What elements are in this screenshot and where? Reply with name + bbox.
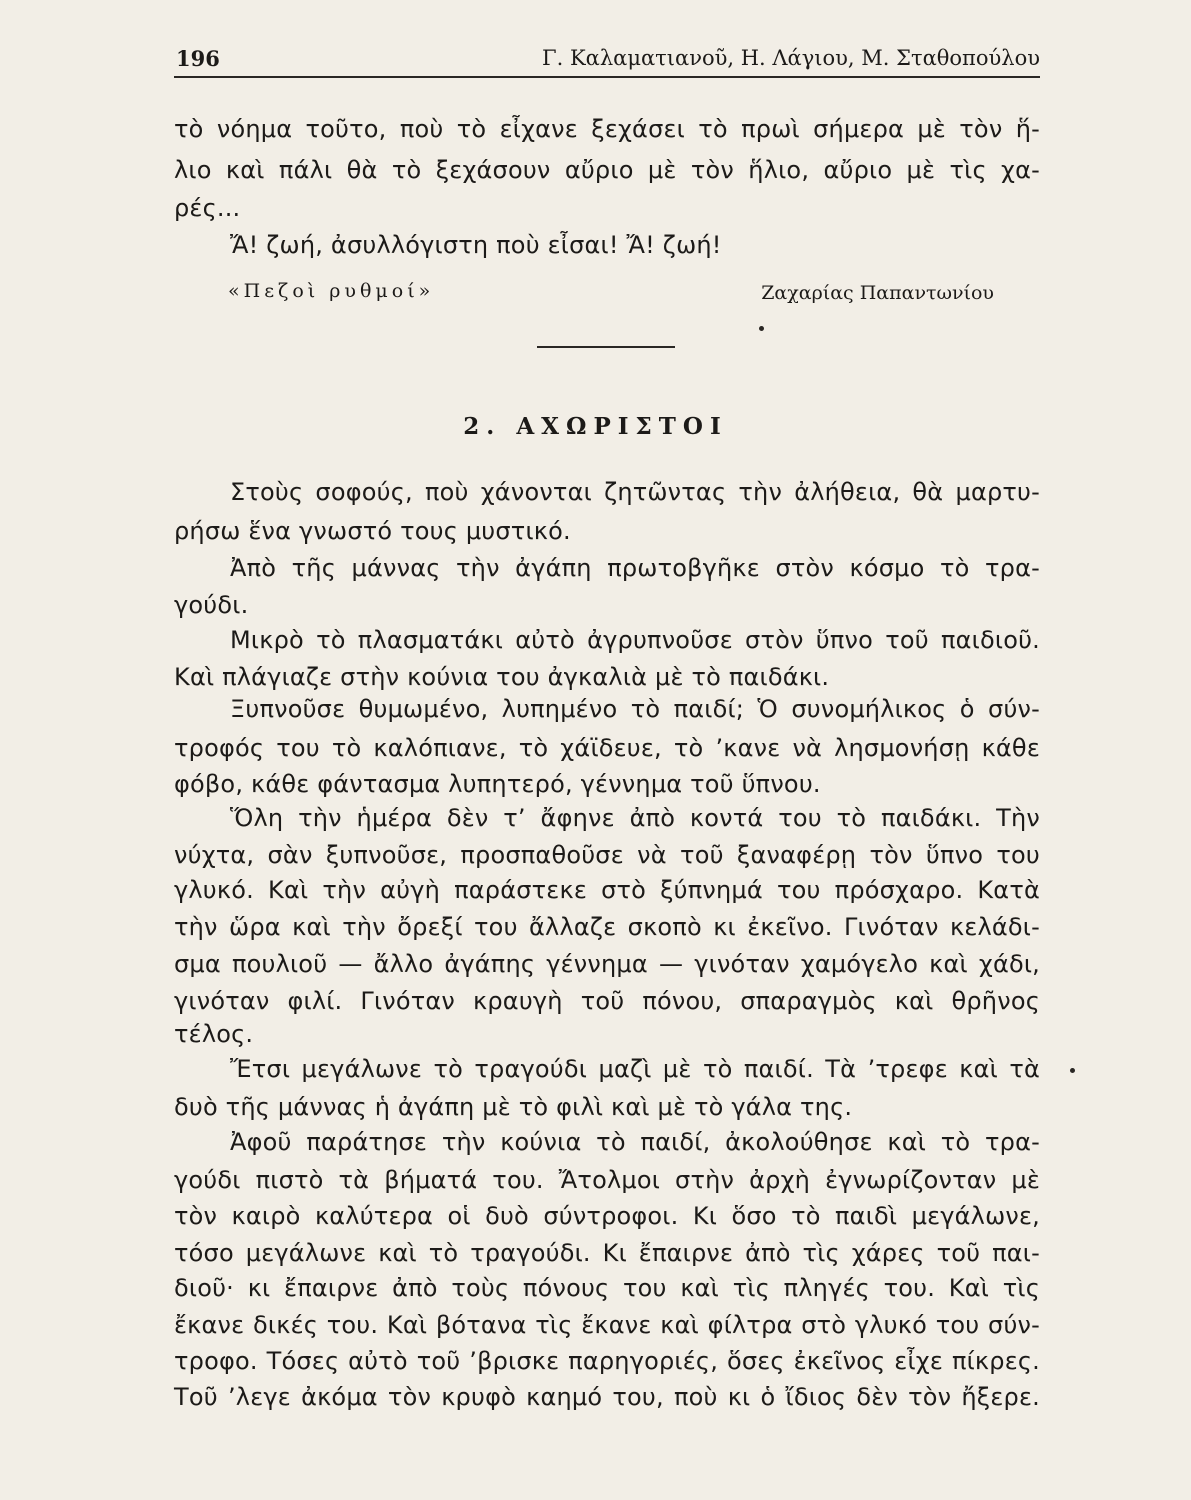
text-line: τὴν ὥρα καὶ τὴν ὄρεξί του ἄλλαζε σκοπὸ κι ἐκεῖνο. Γινόταν κελάδι- (174, 913, 1040, 941)
text-line: Στοὺς σοφούς, ποὺ χάνονται ζητῶντας τὴν ἀλήθεια, θὰ μαρτυ- (230, 478, 1040, 506)
text-line: τὸ νόημα τοῦτο, ποὺ τὸ εἶχανε ξεχάσει τὸ πρωὶ σήμερα μὲ τὸν ἥ- (174, 115, 1040, 143)
running-head: Γ. Καλαματιανοῦ, Η. Λάγιου, Μ. Σταθοπούλου (542, 46, 1040, 70)
page-header (174, 44, 1040, 78)
section-title: 2. ΑΧΩΡΙΣΤΟΙ (463, 413, 728, 440)
section-divider (537, 346, 675, 348)
text-line: Ἔτσι μεγάλωνε τὸ τραγούδι μαζὶ μὲ τὸ παιδί. Τὰ ʼτρεφε καὶ τὰ (230, 1055, 1040, 1083)
text-line: δυὸ τῆς μάννας ἡ ἀγάπη μὲ τὸ φιλὶ καὶ μὲ τὸ γάλα της. (174, 1093, 853, 1121)
page-number: 196 (176, 46, 220, 71)
source-author: Ζαχαρίας Παπαντωνίου (761, 282, 994, 304)
text-line: ρήσω ἕνα γνωστό τους μυστικό. (174, 517, 571, 545)
text-line: Ἀφοῦ παράτησε τὴν κούνια τὸ παιδί, ἀκολούθησε καὶ τὸ τρα- (230, 1128, 1040, 1156)
print-speck (1070, 1068, 1075, 1073)
text-line: ρές... (174, 194, 241, 222)
text-line: Μικρὸ τὸ πλασματάκι αὐτὸ ἀγρυπνοῦσε στὸν ὕπνο τοῦ παιδιοῦ. (230, 626, 1040, 654)
text-line: σμα πουλιοῦ — ἄλλο ἀγάπης γέννημα — γινόταν χαμόγελο καὶ χάδι, (174, 950, 1040, 978)
text-line: Τοῦ ʼλεγε ἀκόμα τὸν κρυφὸ καημό του, ποὺ κι ὁ ἴδιος δὲν τὸν ἤξερε. (174, 1383, 1040, 1411)
text-line: φόβο, κάθε φάντασμα λυπητερό, γέννημα τοῦ ὕπνου. (174, 770, 821, 798)
text-line: γινόταν φιλί. Γινόταν κραυγὴ τοῦ πόνου, σπαραγμὸς καὶ θρῆνος (174, 987, 1040, 1015)
text-line: τέλος. (174, 1020, 254, 1048)
source-title: «Πεζοὶ ρυθμοί» (228, 280, 435, 302)
text-line: νύχτα, σὰν ξυπνοῦσε, προσπαθοῦσε νὰ τοῦ ξαναφέρῃ τὸν ὕπνο του (174, 841, 1040, 869)
text-line: τὸν καιρὸ καλύτερα οἱ δυὸ σύντροφοι. Κι ὅσο τὸ παιδὶ μεγάλωνε, (174, 1202, 1040, 1230)
text-line: τροφο. Τόσες αὐτὸ τοῦ ʼβρισκε παρηγοριές, ὅσες ἐκεῖνος εἶχε πίκρες. (174, 1347, 1040, 1375)
text-line: γούδι πιστὸ τὰ βήματά του. Ἄτολμοι στὴν ἀρχὴ ἐγνωρίζονταν μὲ (174, 1166, 1040, 1194)
text-line: ἔκανε δικές του. Καὶ βότανα τὶς ἔκανε καὶ φίλτρα στὸ γλυκό του σύν- (174, 1311, 1040, 1339)
print-speck (759, 326, 764, 331)
text-line: Ξυπνοῦσε θυμωμένο, λυπημένο τὸ παιδί; Ὁ συνομήλικος ὁ σύν- (230, 695, 1040, 723)
text-line: Ἄ! ζωή, ἀσυλλόγιστη ποὺ εἶσαι! Ἄ! ζωή! (230, 231, 722, 259)
text-line: λιο καὶ πάλι θὰ τὸ ξεχάσουν αὔριο μὲ τὸν ἥλιο, αὔριο μὲ τὶς χα- (174, 156, 1040, 184)
text-line: τροφός του τὸ καλόπιανε, τὸ χάϊδευε, τὸ ʼκανε νὰ λησμονήσῃ κάθε (174, 734, 1040, 762)
text-line: τόσο μεγάλωνε καὶ τὸ τραγούδι. Κι ἔπαιρνε ἀπὸ τὶς χάρες τοῦ παι- (174, 1239, 1040, 1267)
text-line: γλυκό. Καὶ τὴν αὐγὴ παράστεκε στὸ ξύπνημά του πρόσχαρο. Κατὰ (174, 876, 1040, 904)
text-line: διοῦ· κι ἔπαιρνε ἀπὸ τοὺς πόνους του καὶ τὶς πληγές του. Καὶ τὶς (174, 1274, 1040, 1302)
text-line: Ἀπὸ τῆς μάννας τὴν ἀγάπη πρωτοβγῆκε στὸν κόσμο τὸ τρα- (230, 554, 1040, 582)
text-line: Καὶ πλάγιαζε στὴν κούνια του ἀγκαλιὰ μὲ τὸ παιδάκι. (174, 663, 830, 691)
text-line: γούδι. (174, 591, 249, 619)
text-line: Ὅλη τὴν ἡμέρα δὲν τʼ ἄφηνε ἀπὸ κοντά του τὸ παιδάκι. Τὴν (230, 804, 1040, 832)
